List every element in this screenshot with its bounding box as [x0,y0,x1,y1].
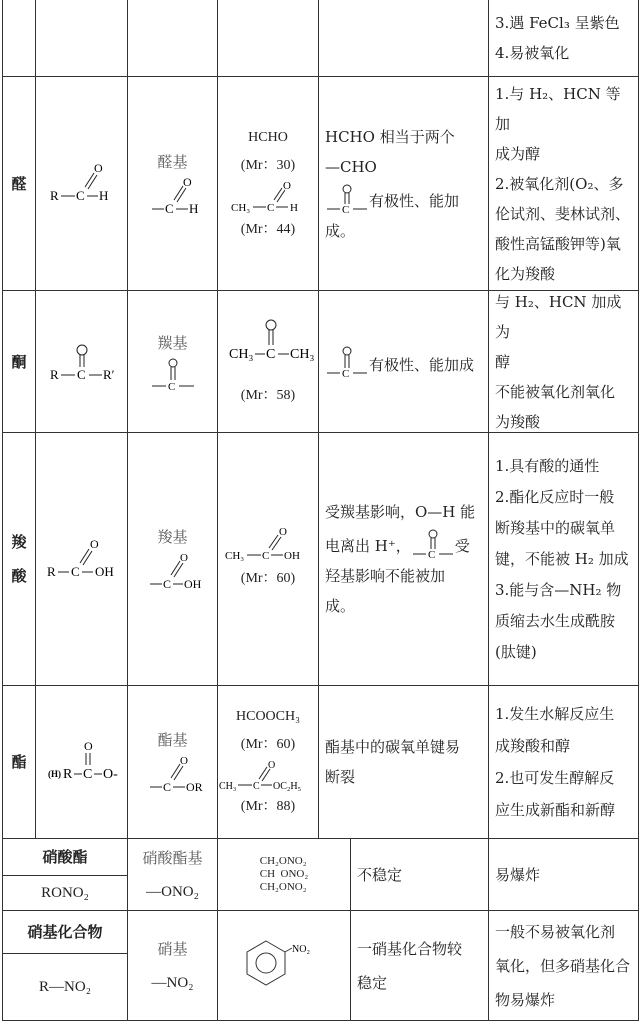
aldehyde-general-structure-icon [42,159,122,209]
cell-general-nitrate-ester [2,875,128,911]
cell-general-ester [35,685,128,839]
example-formula-methyl-formate: HCOOCH₃ [236,709,300,724]
class-name: 酸 [11,567,27,585]
svg-text:OH: OH [284,550,300,562]
svg-text:C: C [162,577,171,591]
property-line: 伦试剂、斐林试剂、 [495,204,631,223]
svg-text:OC₂H₅: OC₂H₅ [273,781,302,792]
structure-line: 一硝基化合物较 [357,939,463,958]
property-line: 氧化，但多硝基化合 [495,956,631,975]
cell-class-empty [2,0,36,77]
cell-class-ester [2,685,36,839]
svg-text:C: C [253,781,260,792]
cell-general-carboxylic-acid [35,432,128,686]
class-name: 醛 [11,174,27,193]
svg-text:C: C [70,564,80,579]
example-mr: (Mr：30) [240,157,296,173]
cell-general-empty [35,0,128,77]
example-mr: (Mr：60) [240,571,296,586]
class-name: 酯 [11,753,27,771]
group-formula: —NO₂ [151,974,194,991]
cell-class-carboxylic-acid [2,432,36,686]
svg-text:O: O [89,537,99,551]
acetic-acid-structure-icon [223,525,313,565]
svg-text:(H): (H) [48,769,61,779]
property-line: 物易爆炸 [495,990,556,1009]
nitrobenzene-structure-icon [234,931,334,1001]
cell-group-carboxylic-acid [127,432,218,686]
cell-class-aldehyde [2,76,36,291]
structure-line: 受 [454,537,470,555]
ester-group-icon [136,753,210,797]
property-line: 断羧基中的碳氧单 [495,518,616,537]
svg-text:O: O [93,160,103,175]
cell-class-nitro-compound [2,910,128,954]
group-name: 羰基 [157,333,188,352]
carboxylic-acid-general-structure-icon [39,534,125,584]
cell-general-nitro-compound [2,953,128,1021]
cell-properties-carboxylic-acid [488,432,639,686]
cell-group-nitrate-ester [127,838,218,911]
cell-example-ketone [217,290,319,433]
example-mr: (Mr：60) [240,737,296,752]
cell-structure-ester [318,685,489,839]
acetone-structure-icon [219,314,317,364]
carboxyl-group-icon [136,550,210,594]
acetaldehyde-structure-icon [228,180,308,216]
carbonyl-icon [325,344,369,380]
group-name: 羧基 [157,528,188,546]
svg-text:C: C [83,767,93,782]
property-line: 2.被氧化剂(O₂、多 [495,174,624,193]
svg-text:O: O [283,179,291,192]
cell-example-ester [217,685,319,839]
svg-text:OH: OH [183,577,201,591]
cell-example-aldehyde [217,76,319,291]
property-line: 一般不易被氧化剂 [495,922,616,941]
svg-text:O: O [279,526,287,538]
svg-text:O: O [179,755,188,767]
cell-structure-empty [318,0,489,77]
property-line: 酸性高锰酸钾等)氧 [495,234,621,253]
cell-properties-ester [488,685,639,839]
structure-text: 不稳定 [357,865,403,884]
cell-group-ketone [127,290,218,433]
svg-text:C: C [262,550,270,562]
property-line: 键，不能被 H₂ 加成 [495,549,629,568]
cell-structure-aldehyde [318,76,489,291]
property-line: 与 H₂、HCN 加成为 [495,292,622,341]
structure-line: 成。 [325,597,356,615]
group-name: 醛基 [157,152,188,171]
svg-text:CH₃: CH₃ [219,781,237,792]
property-line: 应生成新酯和新醇 [495,801,616,819]
cell-class-ketone [2,290,36,433]
property-line: 1.发生水解反应生 [495,705,615,723]
svg-text:C: C [76,366,86,382]
svg-text:CH₃: CH₃ [225,550,245,562]
cell-example-carboxylic-acid [217,432,319,686]
svg-text:C: C [267,201,275,214]
structure-line: 酯基中的碳氧单键易 [325,738,461,756]
ketone-general-structure-icon [42,337,122,387]
cell-properties-ketone [488,290,639,433]
group-formula: —ONO₂ [146,883,199,900]
property-line: 成为醇 [495,144,541,163]
svg-text:R: R [63,767,73,782]
svg-text:CH₃: CH₃ [231,201,251,214]
carbonyl-group-icon [148,356,198,394]
group-name: 硝基 [157,939,188,958]
cell-group-nitro-compound [127,910,218,1021]
property-line: 1.具有酸的通性 [495,456,600,475]
cell-group-empty [127,0,218,77]
carbonyl-icon [325,182,369,216]
cell-group-ester [127,685,218,839]
structure-line: HCHO 相当于两个 [325,127,455,146]
svg-text:CH₃: CH₃ [229,346,254,362]
carbonyl-icon [411,527,455,561]
property-line: 不能被氧化剂氧化 [495,382,616,401]
property-line: 4.易被氧化 [495,43,570,62]
svg-text:C: C [266,346,276,362]
example-mr: (Mr：58) [240,387,296,403]
cell-properties-aldehyde [488,76,639,291]
svg-text:O-: O- [103,767,118,782]
property-line: 醇 [495,352,511,371]
structure-line: 有极性、能加成 [369,355,475,374]
svg-text:C: C [75,187,85,203]
svg-text:OR: OR [185,780,203,794]
class-name: 羧 [11,533,27,551]
example-formula-formaldehyde: HCHO [248,129,288,145]
class-name: 酮 [11,352,27,371]
svg-text:OH: OH [94,564,114,579]
property-line: 2.酯化反应时一般 [495,487,615,506]
example-mr: (Mr：88) [240,799,296,814]
cell-general-aldehyde [35,76,128,291]
ester-general-structure-icon [36,737,127,787]
cell-properties-phenol-tail [488,0,639,77]
svg-text:R: R [46,564,56,579]
structure-line: 稳定 [357,973,388,992]
structure-line: 成。 [325,221,356,240]
property-line: 为羧酸 [495,412,541,431]
group-name: 硝酸酯基 [142,848,203,867]
cell-example-empty [217,0,319,77]
svg-text:H: H [290,201,298,214]
cell-class-nitrate-ester [2,838,128,876]
svg-text:O: O [268,760,276,771]
svg-text:C: C [162,780,171,794]
general-formula: R—NO₂ [39,979,91,995]
structure-line: 有极性、能加 [369,191,460,210]
property-line: (肽键) [495,642,537,661]
cell-structure-carboxylic-acid [318,432,489,686]
general-formula: RONO₂ [41,885,89,901]
cell-properties-nitrate-ester [488,838,639,911]
class-name: 硝基化合物 [27,923,103,941]
property-line: 3.能与含—NH₂ 物 [495,580,622,599]
svg-text:O: O [182,174,192,189]
property-line: 质缩去水生成酰胺 [495,611,616,630]
cell-example-nitro-compound [217,910,351,1021]
svg-text:H: H [98,187,108,203]
cell-general-ketone [35,290,128,433]
property-line: 成羧酸和醇 [495,737,571,755]
svg-text:C: C [342,203,350,216]
cell-example-nitrate-ester [217,838,351,911]
structure-line: 受羰基影响，O—H 能 [325,503,476,521]
cell-group-aldehyde [127,76,218,291]
svg-text:O: O [179,552,188,564]
cell-structure-ketone [318,290,489,433]
svg-text:R′: R′ [102,366,115,382]
property-line: 3.遇 FeCl₃ 呈紫色 [495,13,620,32]
cell-properties-nitro-compound [488,910,639,1021]
svg-text:H: H [188,200,198,216]
structure-line: —CHO [325,157,377,176]
svg-text:NO₂: NO₂ [292,943,310,955]
cell-structure-nitro-compound [350,910,489,1021]
svg-text:C: C [427,549,436,561]
svg-text:C: C [167,380,175,393]
cell-structure-nitrate-ester [350,838,489,911]
property-text: 易爆炸 [495,865,541,884]
class-name: 硝酸酯 [42,848,88,866]
example-mr: (Mr：44) [240,221,296,237]
property-line: 化为羧酸 [495,264,556,283]
svg-text:C: C [342,367,350,380]
property-line: 1.与 H₂、HCN 等加 [495,84,621,133]
group-name: 酯基 [157,731,188,749]
property-line: 2.也可发生醇解反 [495,769,615,787]
structure-line: 电离出 H⁺， [325,537,411,555]
svg-text:CH₃: CH₃ [290,346,315,362]
structure-line: 断裂 [325,768,356,786]
svg-text:R: R [49,366,59,382]
structure-line: 羟基影响不能被加 [325,567,446,585]
svg-text:O: O [84,739,93,753]
svg-text:R: R [49,187,59,203]
aldehyde-group-structure-icon [138,175,208,219]
svg-text:C: C [164,200,174,216]
nitroglycerin-structure: CH₂ONO₂ CH ONO₂ CH₂ONO₂ [259,855,309,893]
ethyl-acetate-structure-icon [218,759,318,793]
